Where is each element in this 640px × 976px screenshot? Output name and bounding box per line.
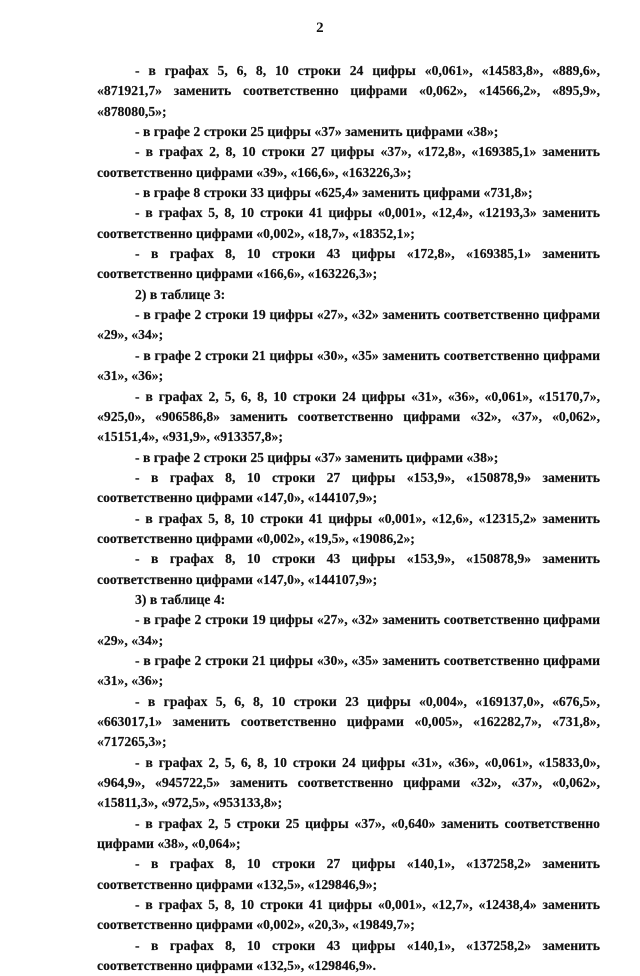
paragraph: - в графе 2 строки 19 цифры «27», «32» заменить соответственно цифрами «29», «34»; (97, 612, 600, 648)
paragraph: - в графах 5, 6, 8, 10 строки 24 цифры «0,061», «14583,8», «889,6», «871921,7» заменить соответственно цифрами «0,062», «14566,2», «895,9», «878080,5»; (97, 63, 600, 119)
section-heading-table-4: 3) в таблице 4: (135, 591, 226, 607)
paragraph: - в графах 8, 10 строки 43 цифры «140,1», «137258,2» заменить соответственно цифрами «132,5», «129846,9». (97, 937, 600, 974)
paragraph: - в графах 8, 10 строки 27 цифры «140,1», «137258,2» заменить соответственно цифрами «132,5», «129846,9»; (97, 856, 600, 892)
paragraph: - в графе 2 строки 21 цифры «30», «35» заменить соответственно цифрами «31», «36»; (97, 347, 600, 384)
paragraph: - в графе 2 строки 21 цифры «30», «35» заменить соответственно цифрами «31», «36»; (97, 652, 600, 689)
paragraph: - в графе 2 строки 25 цифры «37» заменить цифрами «38»; (135, 449, 499, 465)
paragraph: - в графах 8, 10 строки 27 цифры «153,9», «150878,9» заменить соответственно цифрами «147,0», «144107,9»; (97, 469, 600, 506)
paragraph: - в графах 5, 8, 10 строки 41 цифры «0,001», «12,6», «12315,2» заменить соответственно цифрами «0,002», «19,5», «19086,2»; (97, 510, 600, 546)
paragraph: - в графах 2, 5, 6, 8, 10 строки 24 цифры «31», «36», «0,061», «15833,0», «964,9», «945722,5» заменить соответственно цифрами «32», «37», «0,062», «15811,3», «972,5», «953133,8»; (97, 754, 600, 811)
paragraph: - в графах 2, 8, 10 строки 27 цифры «37», «172,8», «169385,1» заменить соответственно цифрами «39», «166,6», «163226,3»; (97, 144, 600, 180)
page-number: 2 (316, 20, 324, 36)
paragraph: - в графах 2, 5, 6, 8, 10 строки 24 цифры «31», «36», «0,061», «15170,7», «925,0», «906586,8» заменить соответственно цифрами «32», «37», «0,062», «15151,4», «931,9», «913357,8»; (97, 388, 600, 445)
paragraph: - в графах 5, 8, 10 строки 41 цифры «0,001», «12,7», «12438,4» заменить соответственно цифрами «0,002», «20,3», «19849,7»; (97, 897, 600, 933)
paragraph: - в графах 8, 10 строки 43 цифры «153,9», «150878,9» заменить соответственно цифрами «147,0», «144107,9»; (97, 551, 600, 587)
paragraph: - в графе 8 строки 33 цифры «625,4» заменить цифрами «731,8»; (135, 185, 533, 201)
paragraph: - в графах 5, 8, 10 строки 41 цифры «0,001», «12,4», «12193,3» заменить соответственно цифрами «0,002», «18,7», «18352,1»; (97, 205, 600, 241)
section-heading-table-3: 2) в таблице 3: (135, 286, 226, 302)
document-body (97, 61, 600, 976)
paragraph: - в графе 2 строки 19 цифры «27», «32» заменить соответственно цифрами «29», «34»; (97, 307, 600, 343)
paragraph: - в графах 8, 10 строки 43 цифры «172,8», «169385,1» заменить соответственно цифрами «166,6», «163226,3»; (97, 246, 600, 282)
paragraph: - в графах 2, 5 строки 25 цифры «37», «0,640» заменить соответственно цифрами «38», «0,064»; (97, 815, 600, 852)
paragraph: - в графах 5, 6, 8, 10 строки 23 цифры «0,004», «169137,0», «676,5», «663017,1» заменить соответственно цифрами «0,005», «162282,7», «731,8», «717265,3»; (97, 693, 600, 750)
paragraph: - в графе 2 строки 25 цифры «37» заменить цифрами «38»; (135, 124, 499, 140)
